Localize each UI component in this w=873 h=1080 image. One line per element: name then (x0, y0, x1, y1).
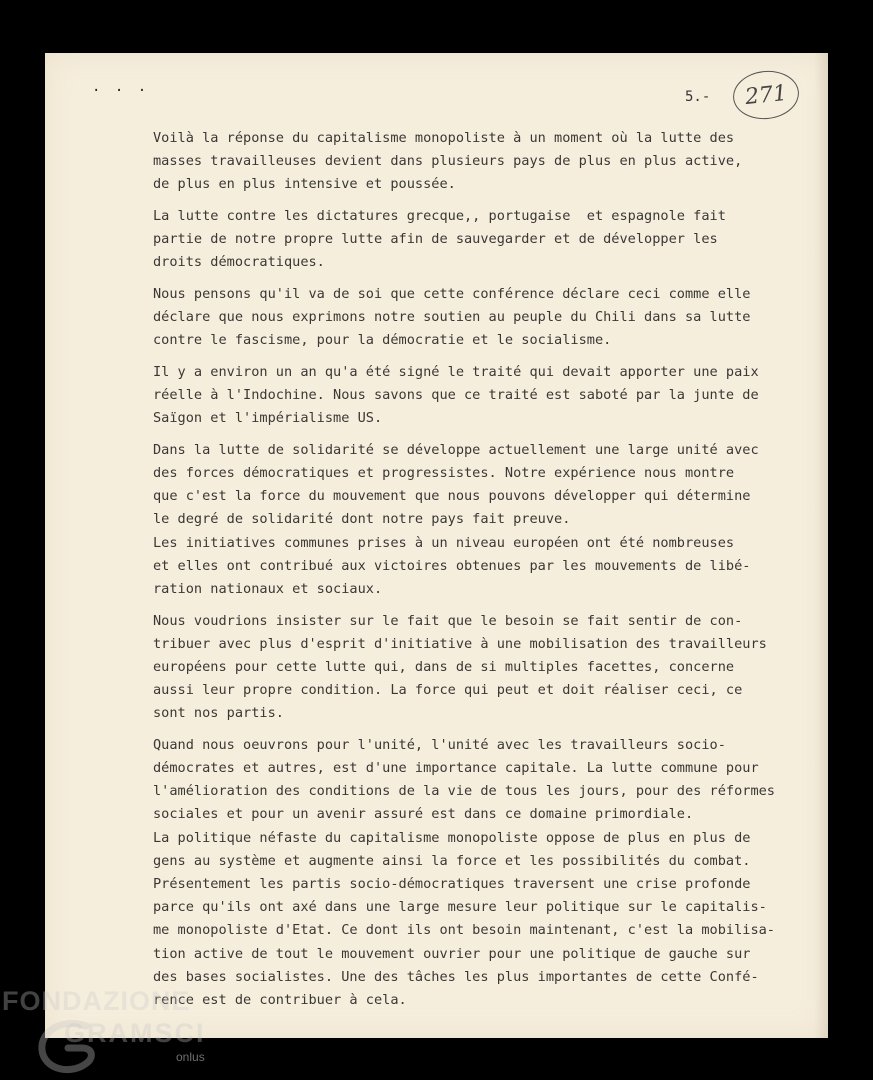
text-line: démocrates et autres, est d'une importance capitale. La lutte commune pour (153, 760, 759, 777)
text-line: Dans la lutte de solidarité se développe actuellement une large unité avec (153, 441, 759, 458)
text-line: déclare que nous exprimons notre soutien au peuple du Chili dans sa lutte (153, 309, 751, 326)
paragraph (153, 205, 813, 275)
paragraph (153, 127, 813, 197)
text-line: et elles ont contribué aux victoires obtenues par les mouvements de libé- (153, 557, 751, 574)
text-line: réelle à l'Indochine. Nous savons que ce traité est saboté par la junte de (153, 387, 759, 404)
text-line: masses travailleuses devient dans plusieurs pays de plus en plus active, (153, 153, 743, 170)
text-line: de plus en plus intensive et poussée. (153, 176, 456, 193)
text-line: gens au système et augmente ainsi la force et les possibilités du combat. (153, 852, 751, 869)
text-line: aussi leur propre condition. La force qui peut et doit réaliser ceci, ce (153, 682, 743, 699)
text-line: Présentement les partis socio-démocratiques traversent une crise profonde (153, 875, 751, 892)
text-line: Quand nous oeuvrons pour l'unité, l'unité avec les travailleurs socio- (153, 736, 726, 753)
paragraph (153, 734, 813, 1012)
text-line: des forces démocratiques et progressistes. Notre expérience nous montre (153, 465, 735, 481)
watermark-line-1: FONDAZIONE (2, 986, 191, 1016)
paragraph (153, 610, 813, 726)
text-line: contre le fascisme, pour la démocratie et le socialisme. (153, 332, 612, 349)
text-line: Nous pensons qu'il va de soi que cette conférence déclare ceci comme elle (153, 285, 751, 302)
text-line: Saïgon et l'impérialisme US. (153, 410, 383, 427)
text-line: parce qu'ils ont axé dans une large mesure leur politique sur le capitalis- (153, 899, 767, 916)
text-line: rence est de contribuer à cela. (153, 991, 407, 1008)
text-line: ration nationaux et sociaux. (153, 580, 383, 597)
text-line: me monopoliste d'Etat. Ce dont ils ont besoin maintenant, c'est la mobilisa- (153, 922, 775, 939)
watermark-suffix: onlus (176, 1050, 205, 1064)
text-line: Voilà la réponse du capitalisme monopoliste à un moment où la lutte des (153, 130, 735, 146)
text-line: sont nos partis. (153, 705, 284, 722)
text-line: La lutte contre les dictatures grecque,, portugaise et espagnole fait (153, 207, 726, 224)
text-line: le degré de solidarité dont notre pays fait preuve. (153, 511, 571, 528)
text-line: partie de notre propre lutte afin de sauvegarder et de développer les (153, 231, 718, 248)
paragraph (153, 439, 813, 601)
archive-number: 271 (743, 80, 789, 110)
paragraph (153, 283, 813, 353)
watermark-line-2: GRAMSCI (64, 1018, 206, 1048)
text-line: l'amélioration des conditions de la vie de tous les jours, pour des réformes (153, 783, 775, 800)
text-line: Les initiatives communes prises à un niveau européen ont été nombreuses (153, 534, 735, 551)
text-line: que c'est la force du mouvement que nous pouvons développer qui détermine (153, 488, 751, 505)
text-line: Il y a environ un an qu'a été signé le traité qui devait apporter une paix (153, 363, 759, 380)
page-edge-shadow (814, 53, 828, 1038)
header-marks: . . . (92, 79, 150, 95)
paragraph (153, 361, 813, 431)
text-line: Nous voudrions insister sur le fait que le besoin se fait sentir de con- (153, 612, 743, 629)
text-line: droits démocratiques. (153, 254, 325, 271)
text-line: La politique néfaste du capitalisme monopoliste oppose de plus en plus de (153, 829, 751, 846)
typed-text-body (153, 127, 813, 1020)
text-line: européens pour cette lutte qui, dans de si multiples facettes, concerne (153, 658, 735, 675)
fondazione-gramsci-watermark (0, 982, 240, 1080)
text-line: tribuer avec plus d'esprit d'initiative à une mobilisation des travailleurs (153, 635, 767, 652)
text-line: sociales et pour un avenir assuré est dans ce domaine primordiale. (153, 806, 694, 823)
page-number: 5.- (685, 89, 711, 105)
text-line: des bases socialistes. Une des tâches les plus importantes de cette Confé- (153, 968, 759, 985)
archive-number-stamp (731, 68, 802, 123)
text-line: tion active de tout le mouvement ouvrier pour une politique de gauche sur (153, 945, 751, 962)
document-page (45, 53, 828, 1038)
